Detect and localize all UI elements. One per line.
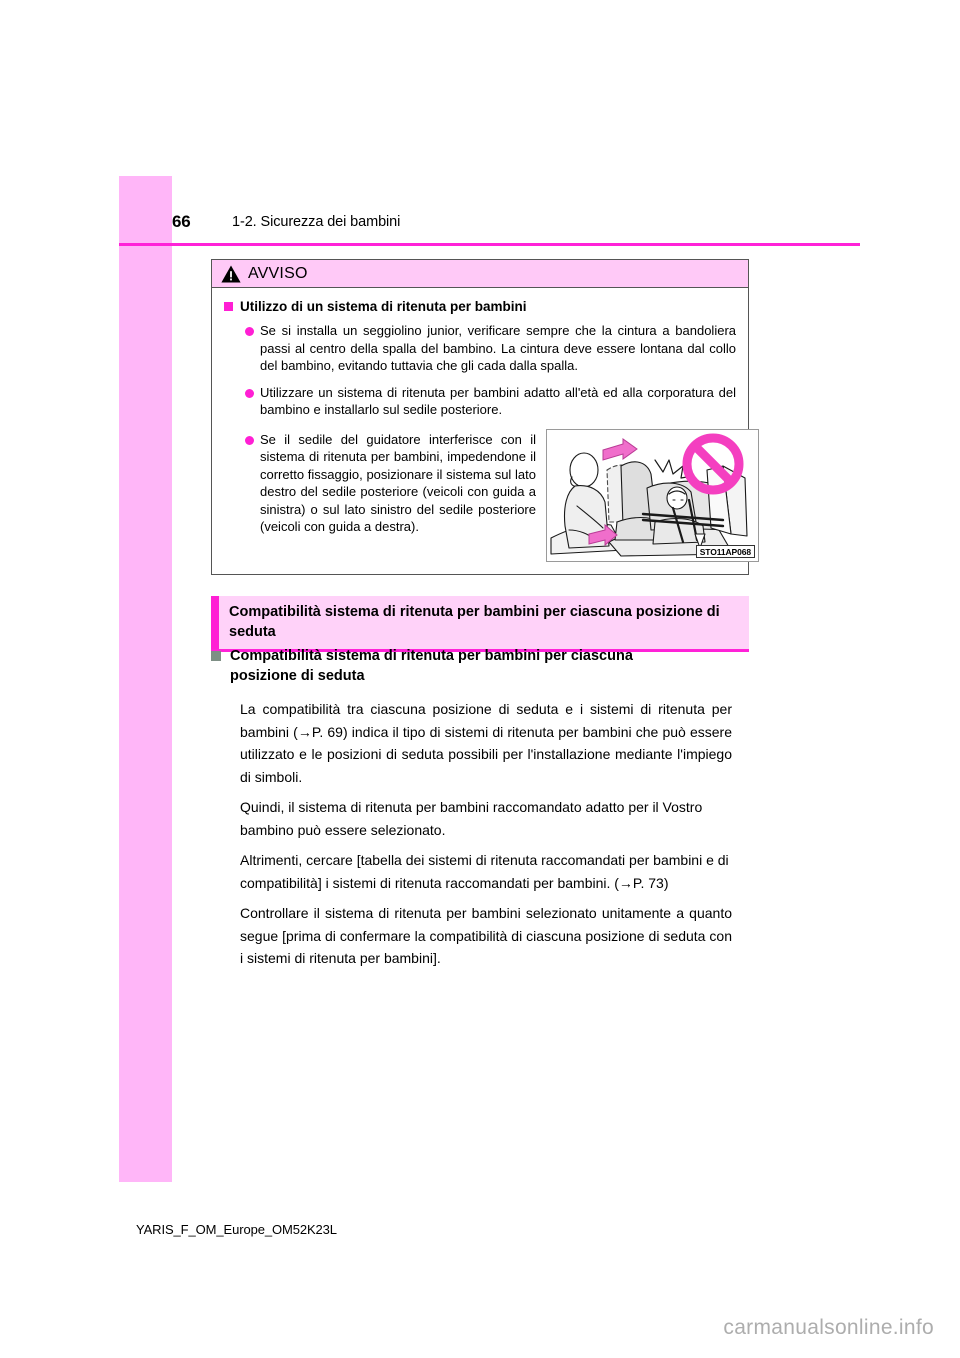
body-paragraph-3: Altrimenti, cercare [tabella dei sistemi di ritenuta raccomandati per bambini e di compatibilità] i sistemi di ritenuta raccomandati per bambini. (→P. 73) bbox=[240, 852, 729, 891]
warning-heading-text: Utilizzo di un sistema di ritenuta per bambini bbox=[240, 299, 527, 314]
band-accent-marker bbox=[211, 596, 219, 649]
body-paragraph-2: Quindi, il sistema di ritenuta per bambini raccomandato adatto per il Vostro bambino può essere selezionato. bbox=[240, 799, 703, 838]
warning-bullet-2-text: Utilizzare un sistema di ritenuta per bambini adatto all'età ed alla corporatura del bambino e installarlo sul sedile posteriore. bbox=[260, 384, 736, 417]
document-code: YARIS_F_OM_Europe_OM52K23L bbox=[136, 1222, 337, 1237]
page-header bbox=[172, 212, 860, 244]
warning-bullet-3-row bbox=[224, 431, 751, 562]
dot-bullet-icon bbox=[245, 327, 254, 336]
gray-square-bullet-icon bbox=[211, 651, 221, 661]
warning-heading bbox=[224, 298, 736, 315]
site-watermark: carmanualsonline.info bbox=[723, 1316, 934, 1339]
figure-code: STO11AP068 bbox=[696, 545, 755, 558]
warning-bullet-3 bbox=[245, 431, 536, 536]
square-bullet-icon bbox=[224, 302, 233, 311]
section-band-title: Compatibilità sistema di ritenuta per bambini per ciascuna posizione di seduta bbox=[219, 596, 749, 649]
warning-title: AVVISO bbox=[248, 264, 308, 282]
warning-bullet-2 bbox=[245, 384, 736, 419]
warning-triangle-icon bbox=[221, 265, 241, 283]
warning-bullet-1-text: Se si installa un seggiolino junior, verificare sempre che la cintura a bandoliera passi al centro della spalla del bambino. La cintura deve essere lontana dal collo del bambino, evitando tuttavia che gli cada dalla spalla. bbox=[260, 323, 736, 373]
warning-bullet-3-text: Se il sedile del guidatore interferisce con il sistema di ritenuta per bambini, impedendone il corretto fissaggio, posizionare il sistema sul lato destro del sedile posteriore (veicoli con guida a sinistra) o sul lato sinistro del sedile posteriore (veicoli con guida a destra). bbox=[260, 431, 536, 534]
warning-bullet-1 bbox=[245, 322, 736, 375]
warning-title-bar bbox=[212, 260, 748, 288]
figure-wrapper bbox=[546, 429, 759, 562]
chapter-thumb-tab bbox=[119, 176, 172, 1182]
body-paragraph-1: La compatibilità tra ciascuna posizione di seduta e i sistemi di ritenuta per bambini (→P. 69) indica il tipo di sistemi di ritenuta per bambini che può essere utilizzato e le posizioni di seduta possibili per l'installazione mediante l'impiego di simboli. bbox=[240, 701, 732, 785]
warning-body bbox=[212, 288, 751, 574]
dot-bullet-icon bbox=[245, 436, 254, 445]
illustration-drawing bbox=[547, 430, 758, 561]
child-seat-interference-illustration bbox=[546, 429, 759, 562]
subsection-heading bbox=[211, 646, 749, 686]
subsection-heading-text: Compatibilità sistema di ritenuta per bambini per ciascuna posizione di seduta bbox=[230, 648, 633, 684]
warning-box bbox=[211, 259, 749, 575]
dot-bullet-icon bbox=[245, 389, 254, 398]
main-content bbox=[211, 646, 749, 970]
body-paragraph-4: Controllare il sistema di ritenuta per bambini selezionato unitamente a quanto segue [prima di confermare la compatibilità di ciascuna posizione di seduta con i sistemi di ritenuta per bambini]. bbox=[240, 905, 732, 966]
page-number: 66 bbox=[172, 212, 191, 231]
section-title-band bbox=[211, 596, 749, 652]
section-breadcrumb: 1-2. Sicurezza dei bambini bbox=[232, 214, 401, 230]
header-divider bbox=[119, 243, 860, 246]
